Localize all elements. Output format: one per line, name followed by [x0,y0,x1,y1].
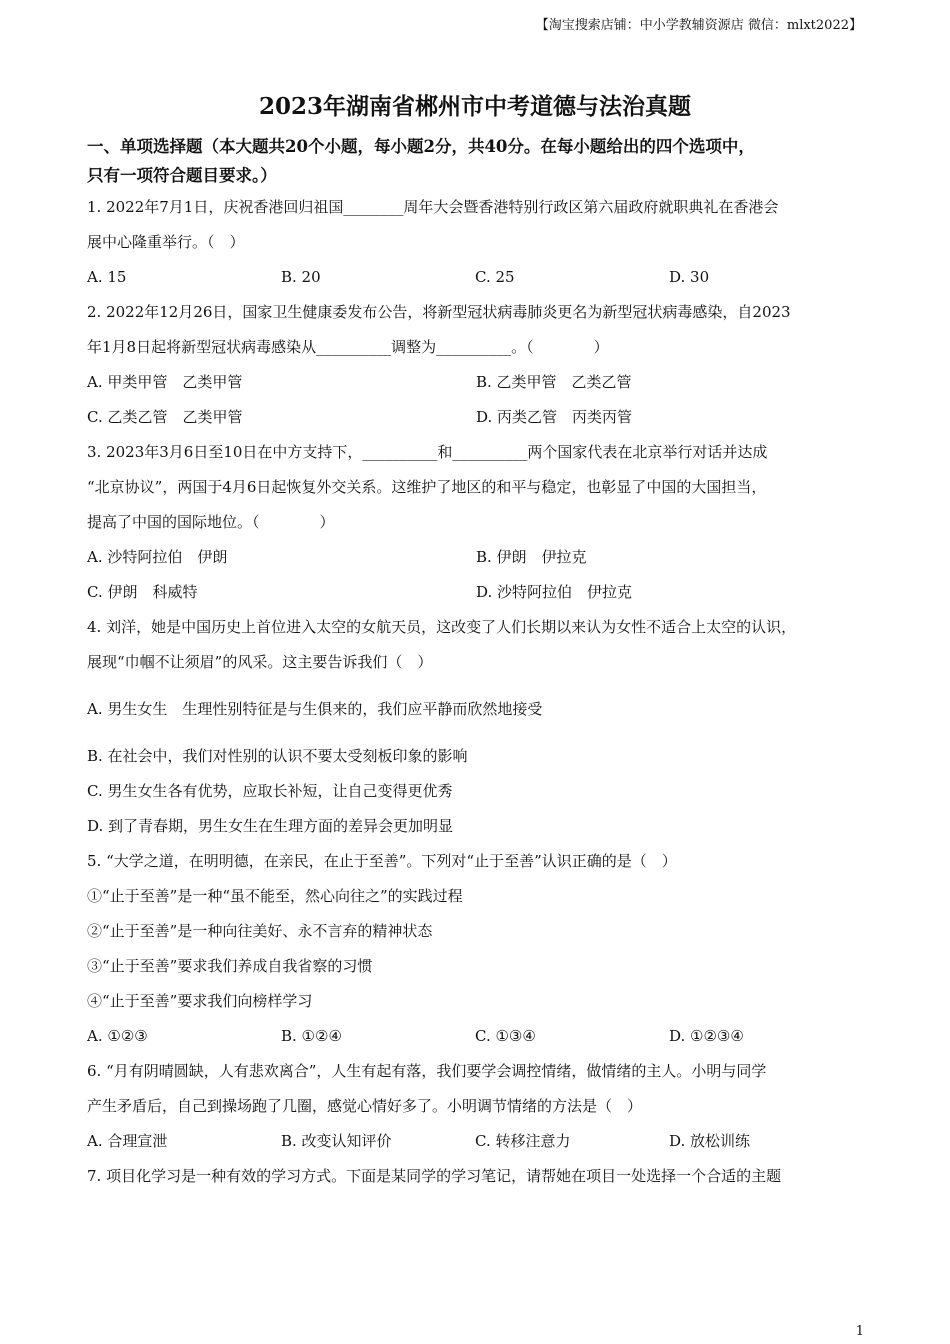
option-row [87,365,867,400]
option-c: C. 男生女生各有优势，应取长补短，让自己变得更优秀 [87,782,453,800]
option-a: A. 15 [87,268,127,286]
question-stem: 7. 项目化学习是一种有效的学习方式。下面是某同学的学习笔记，请帮她在项目一处选择一个合适的主题 [87,1167,782,1185]
option-d: D. 沙特阿拉伯 伊拉克 [476,583,633,601]
question-stem: 1. 2022年7月1日，庆祝香港回归祖国________周年大会暨香港特别行政区第六届政府就职典礼在香港会 [87,198,779,216]
page-title: 2023年湖南省郴州市中考道德与法治真题 [258,93,691,120]
option-d: D. 放松训练 [669,1132,751,1150]
option-row [87,540,867,575]
statement-4: ④“止于至善”要求我们向榜样学习 [87,992,313,1010]
question-stem: 6. “月有阴晴圆缺，人有悲欢离合”，人生有起有落，我们要学会调控情绪，做情绪的主人。小明与同学 [87,1062,767,1080]
option-a: A. 男生女生 生理性别特征是与生俱来的，我们应平静而欣然地接受 [87,700,543,718]
option-b: B. 乙类甲管 乙类乙管 [476,373,632,391]
question-stem: 提高了中国的国际地位。（ ） [87,513,335,531]
option-b: B. ①②④ [281,1027,342,1045]
question-3 [87,435,867,610]
statement-2: ②“止于至善”是一种向往美好、永不言弃的精神状态 [87,922,433,940]
question-stem: 展现“巾帼不让须眉”的风采。这主要告诉我们（ ） [87,653,433,671]
option-c: C. 转移注意力 [475,1132,571,1150]
option-row [87,575,867,610]
page-number: 1 [855,1324,864,1339]
option-d: D. ①②③④ [669,1027,744,1045]
option-b: B. 伊朗 伊拉克 [476,548,587,566]
option-b: B. 20 [281,268,321,286]
option-b: B. 改变认知评价 [281,1132,392,1150]
question-stem: 3. 2023年3月6日至10日在中方支持下，__________和__________两个国家代表在北京举行对话并达成 [87,443,768,461]
option-c: C. ①③④ [475,1027,536,1045]
section-heading: 只有一项符合题目要求。） [87,166,277,185]
document-body [87,132,867,1194]
option-row [87,1019,867,1054]
section-heading: 一、单项选择题（本大题共20个小题，每小题2分，共40分。在每小题给出的四个选项中， [87,137,755,156]
question-stem: 5. “大学之道，在明明德，在亲民，在止于至善”。下列对“止于至善”认识正确的是（ ） [87,852,677,870]
option-a: A. 沙特阿拉伯 伊朗 [87,548,228,566]
question-7 [87,1159,867,1194]
statement-3: ③“止于至善”要求我们养成自我省察的习惯 [87,957,373,975]
option-d: D. 30 [669,268,710,286]
question-stem: 2. 2022年12月26日，国家卫生健康委发布公告，将新型冠状病毒肺炎更名为新型冠状病毒感染，自2023 [87,303,791,321]
option-c: C. 25 [475,268,515,286]
question-stem: “北京协议”，两国于4月6日起恢复外交关系。这维护了地区的和平与稳定，也彰显了中国的大国担当， [87,478,767,496]
option-row [87,400,867,435]
option-c: C. 乙类乙管 乙类甲管 [87,408,243,426]
header-note: 【淘宝搜索店铺：中小学教辅资源店 微信：mlxt2022】 [535,18,862,33]
question-4 [87,610,867,844]
statement-1: ①“止于至善”是一种“虽不能至，然心向往之”的实践过程 [87,887,463,905]
option-b: B. 在社会中，我们对性别的认识不要太受刻板印象的影响 [87,747,468,765]
question-stem: 展中心隆重举行。（ ） [87,233,245,251]
option-d: D. 丙类乙管 丙类丙管 [476,408,633,426]
option-c: C. 伊朗 科威特 [87,583,198,601]
question-stem: 产生矛盾后，自己到操场跑了几圈，感觉心情好多了。小明调节情绪的方法是（ ） [87,1097,643,1115]
option-a: A. ①②③ [87,1027,148,1045]
question-stem: 4. 刘洋，她是中国历史上首位进入太空的女航天员，这改变了人们长期以来认为女性不适合上太空的认识， [87,618,797,636]
option-a: A. 合理宣泄 [87,1132,168,1150]
question-stem: 年1月8日起将新型冠状病毒感染从__________调整为__________。（ ） [87,338,609,356]
question-5 [87,844,867,1054]
option-d: D. 到了青春期，男生女生在生理方面的差异会更加明显 [87,817,454,835]
question-6 [87,1054,867,1159]
option-row [87,1124,867,1159]
question-1 [87,190,867,295]
option-a: A. 甲类甲管 乙类甲管 [87,373,243,391]
question-2 [87,295,867,435]
option-row [87,260,867,295]
